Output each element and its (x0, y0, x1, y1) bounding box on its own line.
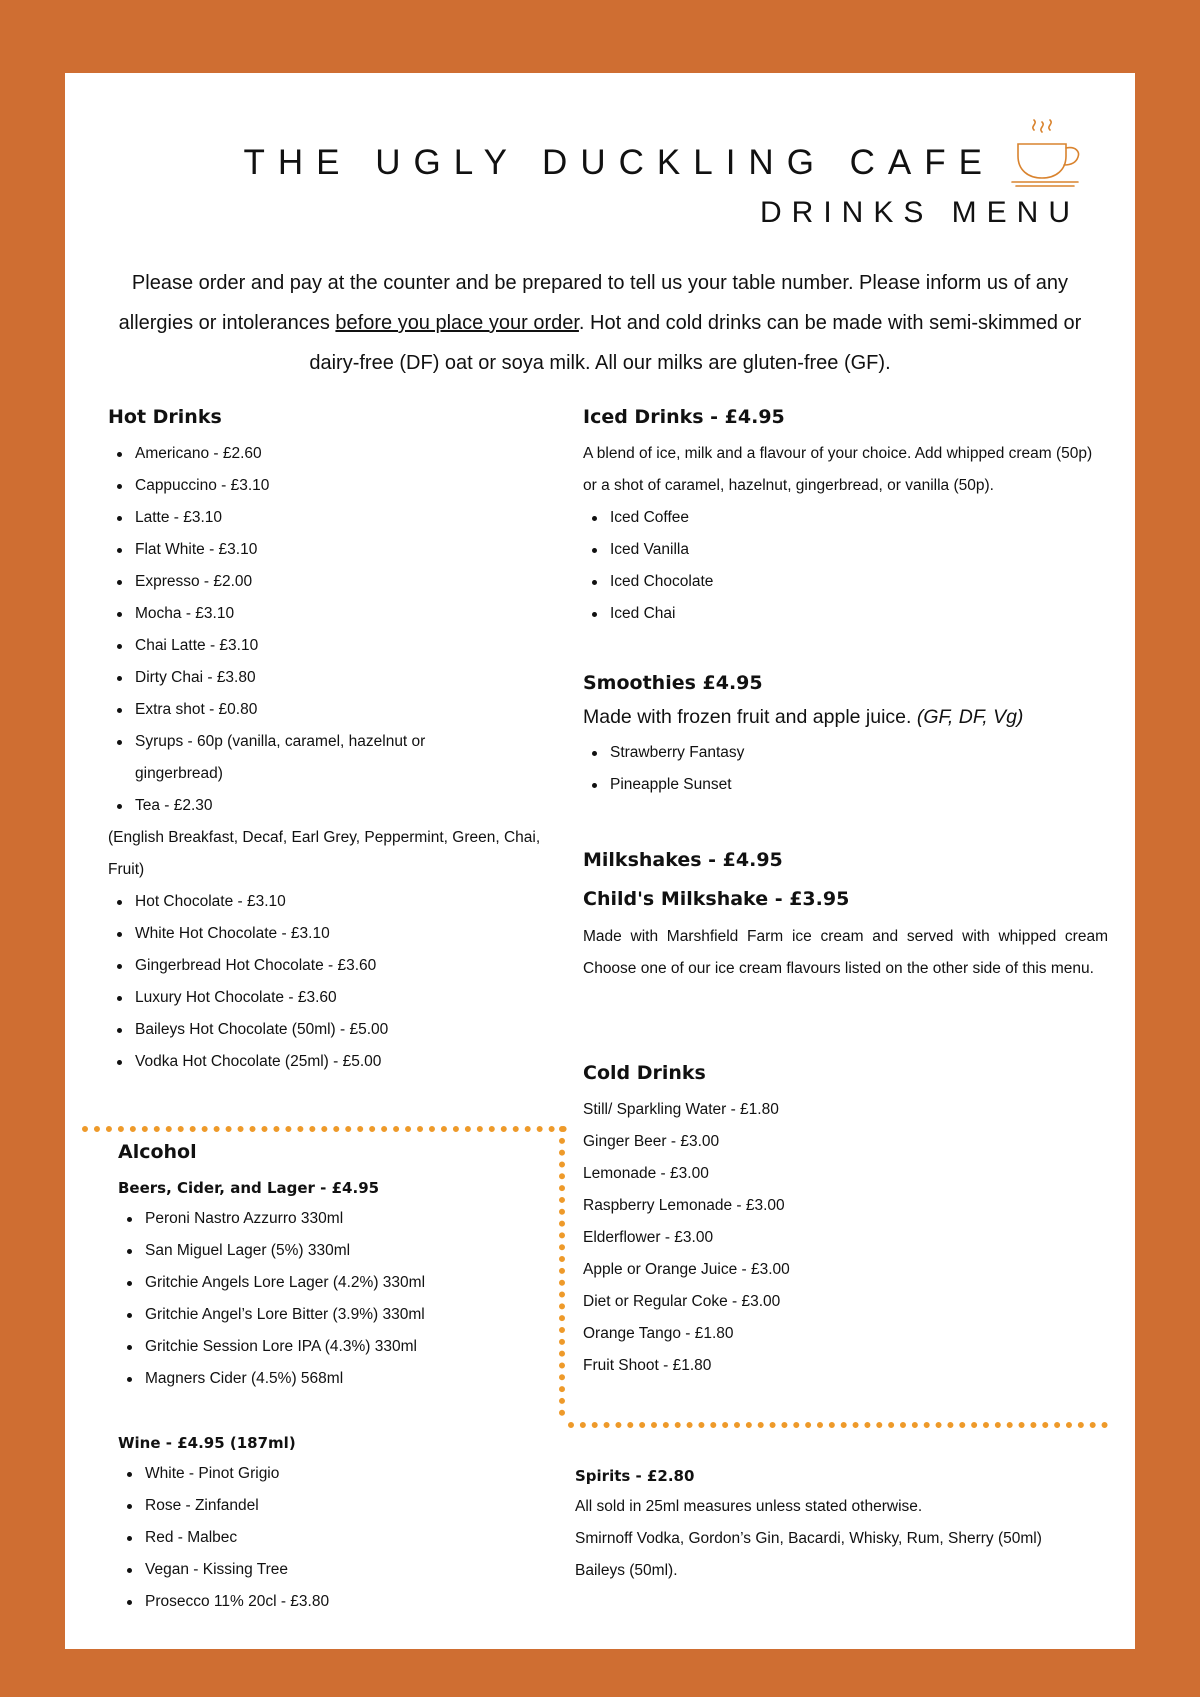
wine-list (118, 1458, 548, 1618)
cafe-title: THE UGLY DUCKLING CAFE (243, 143, 995, 182)
list-item: White - Pinot Grigio (118, 1458, 548, 1490)
list-item: Iced Coffee (583, 502, 1108, 534)
list-item: Pineapple Sunset (583, 769, 1108, 801)
iced-drinks-section (583, 406, 1108, 630)
list-item: Baileys Hot Chocolate (50ml) - £5.00 (108, 1014, 548, 1046)
iced-drinks-description: A blend of ice, milk and a flavour of your choice. Add whipped cream (50p) or a shot of caramel, hazelnut, gingerbread, or vanilla (50p). (583, 445, 1093, 494)
list-item: Syrups - 60p (vanilla, caramel, hazelnut or gingerbread) (108, 726, 480, 790)
list-item: Fruit Shoot - £1.80 (583, 1357, 712, 1374)
child-milkshake-heading: Child's Milkshake - £3.95 (583, 888, 850, 910)
list-item: Dirty Chai - £3.80 (108, 662, 548, 694)
dotted-divider-spirits-top (568, 1422, 1108, 1428)
beers-heading: Beers, Cider, and Lager - £4.95 (118, 1179, 380, 1197)
spirits-section (575, 1467, 1105, 1587)
list-item: Diet or Regular Coke - £3.00 (583, 1293, 781, 1310)
iced-drinks-heading: Iced Drinks - £4.95 (583, 406, 785, 428)
menu-page (65, 73, 1135, 1649)
list-item: Rose - Zinfandel (118, 1490, 548, 1522)
list-item: Latte - £3.10 (108, 502, 548, 534)
list-item: Lemonade - £3.00 (583, 1165, 709, 1182)
alcohol-section (118, 1141, 548, 1618)
cold-drinks-heading: Cold Drinks (583, 1062, 706, 1084)
list-item: Peroni Nastro Azzurro 330ml (118, 1203, 548, 1235)
intro-underlined: before you place your order (335, 312, 579, 334)
intro-paragraph (115, 263, 1085, 383)
hot-chocolate-list (108, 886, 548, 1078)
list-item: Vodka Hot Chocolate (25ml) - £5.00 (108, 1046, 548, 1078)
alcohol-heading: Alcohol (118, 1141, 197, 1163)
spirits-heading: Spirits - £2.80 (575, 1467, 695, 1485)
beers-list (118, 1203, 548, 1395)
dotted-divider-vertical (559, 1126, 565, 1416)
hot-drinks-list (108, 438, 548, 822)
hot-drinks-section (108, 406, 548, 1078)
tea-note: (English Breakfast, Decaf, Earl Grey, Peppermint, Green, Chai, Fruit) (108, 829, 541, 878)
list-item: Apple or Orange Juice - £3.00 (583, 1261, 790, 1278)
list-item: Ginger Beer - £3.00 (583, 1133, 720, 1150)
smoothies-section (583, 672, 1108, 801)
smoothies-list (583, 737, 1108, 801)
spirits-note: All sold in 25ml measures unless stated otherwise. (575, 1498, 923, 1515)
list-item: Tea - £2.30 (108, 790, 548, 822)
smoothies-heading: Smoothies £4.95 (583, 672, 763, 694)
list-item: Iced Vanilla (583, 534, 1108, 566)
list-item: White Hot Chocolate - £3.10 (108, 918, 548, 950)
iced-drinks-list (583, 502, 1108, 630)
list-item: Mocha - £3.10 (108, 598, 548, 630)
list-item: Gritchie Session Lore IPA (4.3%) 330ml (118, 1331, 548, 1363)
list-item: Raspberry Lemonade - £3.00 (583, 1197, 785, 1214)
dotted-divider-alcohol-top (82, 1126, 567, 1132)
milkshakes-section (583, 849, 1108, 985)
cold-drinks-section (583, 1062, 1108, 1382)
list-item: Still/ Sparkling Water - £1.80 (583, 1101, 779, 1118)
spirits-baileys: Baileys (50ml). (575, 1562, 678, 1579)
list-item: Strawberry Fantasy (583, 737, 1108, 769)
list-item: Orange Tango - £1.80 (583, 1325, 734, 1342)
list-item: Magners Cider (4.5%) 568ml (118, 1363, 548, 1395)
smoothies-description-line (583, 697, 1108, 737)
list-item: Gritchie Angels Lore Lager (4.2%) 330ml (118, 1267, 548, 1299)
list-item: Flat White - £3.10 (108, 534, 548, 566)
list-item: Iced Chai (583, 598, 1108, 630)
intro-text-1: Please order and pay at the counter and be prepared to tell us your table number. Please inform us of any allergies or intolerances (118, 272, 1069, 334)
intro-text-2: . Hot and cold drinks can be made with semi-skimmed or dairy-free (DF) oat or soya milk. All our milks are gluten-free (GF). (309, 312, 1082, 374)
cold-drinks-list (583, 1094, 1108, 1382)
list-item: Gritchie Angel’s Lore Bitter (3.9%) 330ml (118, 1299, 548, 1331)
list-item: Chai Latte - £3.10 (108, 630, 548, 662)
list-item: Hot Chocolate - £3.10 (108, 886, 548, 918)
list-item: Gingerbread Hot Chocolate - £3.60 (108, 950, 548, 982)
list-item: Iced Chocolate (583, 566, 1108, 598)
menu-subtitle: DRINKS MENU (759, 196, 1080, 229)
spirits-list: Smirnoff Vodka, Gordon’s Gin, Bacardi, Whisky, Rum, Sherry (50ml) (575, 1530, 1042, 1547)
list-item: Extra shot - £0.80 (108, 694, 548, 726)
list-item: San Miguel Lager (5%) 330ml (118, 1235, 548, 1267)
milkshakes-heading: Milkshakes - £4.95 (583, 849, 783, 871)
coffee-cup-icon (1008, 118, 1086, 188)
smoothies-dietary-tags: (GF, DF, Vg) (916, 706, 1024, 728)
list-item: Americano - £2.60 (108, 438, 548, 470)
list-item: Expresso - £2.00 (108, 566, 548, 598)
wine-heading: Wine - £4.95 (187ml) (118, 1434, 296, 1452)
smoothies-description: Made with frozen fruit and apple juice. (583, 706, 917, 728)
list-item: Luxury Hot Chocolate - £3.60 (108, 982, 548, 1014)
list-item: Cappuccino - £3.10 (108, 470, 548, 502)
list-item: Elderflower - £3.00 (583, 1229, 714, 1246)
list-item: Red - Malbec (118, 1522, 548, 1554)
milkshakes-description: Made with Marshfield Farm ice cream and served with whipped cream Choose one of our ice cream flavours listed on the other side of this menu. (583, 928, 1108, 977)
hot-drinks-heading: Hot Drinks (108, 406, 222, 428)
list-item: Vegan - Kissing Tree (118, 1554, 548, 1586)
list-item: Prosecco 11% 20cl - £3.80 (118, 1586, 548, 1618)
